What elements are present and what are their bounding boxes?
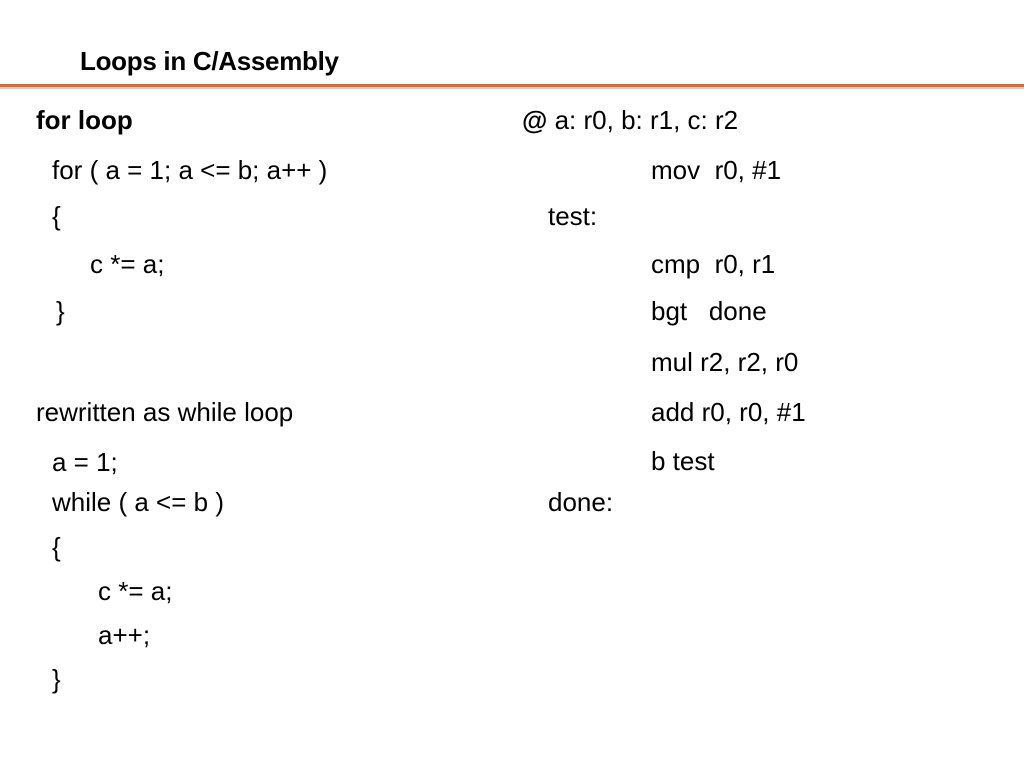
for-code-line: c *= a; bbox=[90, 249, 165, 279]
comment-marker: @ bbox=[522, 105, 548, 135]
while-code-line: a = 1; bbox=[52, 447, 118, 477]
while-code-line: } bbox=[52, 664, 61, 694]
while-code-line: a++; bbox=[98, 620, 151, 650]
for-code-line: for ( a = 1; a <= b; a++ ) bbox=[52, 155, 328, 185]
asm-instruction: b test bbox=[651, 446, 715, 476]
asm-instruction: cmp r0, r1 bbox=[651, 249, 776, 279]
for-code-line: } bbox=[56, 296, 65, 326]
comment-text: a: r0, b: r1, c: r2 bbox=[554, 105, 739, 135]
while-code-line: { bbox=[52, 532, 61, 562]
while-loop-heading: rewritten as while loop bbox=[36, 397, 294, 427]
for-loop-heading: for loop bbox=[36, 105, 133, 135]
asm-instruction: mul r2, r2, r0 bbox=[651, 347, 799, 377]
asm-instruction: mov r0, #1 bbox=[651, 155, 782, 185]
title-divider-shadow bbox=[0, 87, 1024, 89]
asm-instruction: add r0, r0, #1 bbox=[651, 397, 806, 427]
asm-label: done: bbox=[548, 487, 614, 517]
while-code-line: while ( a <= b ) bbox=[52, 487, 224, 517]
asm-label: test: bbox=[548, 201, 598, 231]
while-code-line: c *= a; bbox=[98, 576, 173, 606]
register-comment bbox=[522, 104, 738, 136]
asm-instruction: bgt done bbox=[651, 296, 767, 326]
slide-title: Loops in C/Assembly bbox=[80, 46, 339, 76]
for-code-line: { bbox=[52, 201, 61, 231]
